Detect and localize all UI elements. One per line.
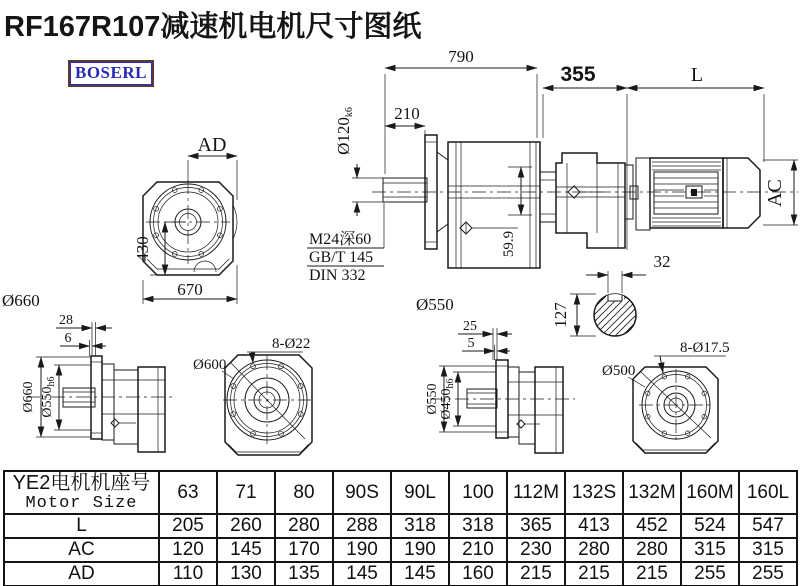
col-header: 160M [681, 471, 739, 514]
col-header: 160L [739, 471, 797, 514]
dim-bolt-circle: Ø500 [602, 363, 636, 379]
dim-ac: AC [764, 179, 786, 207]
table-cell: 215 [507, 562, 565, 586]
label-dia-550: Ø550 [416, 295, 454, 314]
front-flange-view [2, 134, 237, 310]
table-cell: 145 [391, 562, 449, 586]
note-gb: GB/T 145 [309, 249, 374, 266]
dim-spigot-dia: $Ø450_{h6}$ [439, 378, 456, 420]
brand-logo-text: BOSERL [75, 63, 147, 82]
row-label: L [4, 514, 159, 538]
dim-bolt-circle: Ø600 [193, 357, 227, 373]
table-cell: 215 [565, 562, 623, 586]
dim-l: L [690, 64, 704, 86]
table-cell: 145 [333, 562, 391, 586]
table-cell: 230 [507, 538, 565, 562]
table-row [4, 562, 797, 586]
shaft-section-hatch [574, 277, 662, 354]
table-cell: 524 [681, 514, 739, 538]
table-cell: 135 [275, 562, 333, 586]
dim-28: 28 [59, 313, 73, 328]
table-cell: 255 [739, 562, 797, 586]
table-cell: 452 [623, 514, 681, 538]
dim-ad: AD [197, 134, 227, 156]
table-cell: 160 [449, 562, 507, 586]
table-cell: 315 [739, 538, 797, 562]
table-header-row [4, 471, 797, 514]
dim-670: 670 [177, 280, 203, 299]
table-cell: 190 [333, 538, 391, 562]
label-dia-660: Ø660 [2, 291, 40, 310]
dim-430: 430 [133, 236, 152, 262]
table-row [4, 514, 797, 538]
row-label: AD [4, 562, 159, 586]
output-side-view [21, 313, 172, 452]
table-cell: 547 [739, 514, 797, 538]
dim-holes: 8-Ø17.5 [680, 340, 730, 356]
table-cell: 215 [623, 562, 681, 586]
dim-210: 210 [394, 104, 420, 123]
note-din: DIN 332 [309, 267, 366, 284]
table-cell: 288 [333, 514, 391, 538]
table-cell: 120 [159, 538, 217, 562]
table-cell: 190 [391, 538, 449, 562]
table-cell: 110 [159, 562, 217, 586]
table-cell: 205 [159, 514, 217, 538]
row-label: AC [4, 538, 159, 562]
dim-6: 6 [64, 331, 72, 346]
small-side-view [425, 319, 575, 453]
table-cell: 365 [507, 514, 565, 538]
dim-flange-dia: Ø660 [21, 381, 36, 413]
col-header: 63 [159, 471, 217, 514]
table-cell: 280 [623, 538, 681, 562]
table-cell: 145 [217, 538, 275, 562]
bolt-holes [154, 188, 223, 257]
col-header: 100 [449, 471, 507, 514]
dim-355: 355 [560, 63, 596, 86]
small-flange-view [602, 340, 730, 453]
dim-25: 25 [463, 319, 477, 334]
table-cell: 260 [217, 514, 275, 538]
dim-flange-dia: Ø550 [425, 383, 440, 415]
output-flange-view [193, 336, 312, 455]
dim-spigot-dia: $Ø550_{h6}$ [40, 376, 57, 418]
table-cell: 280 [565, 538, 623, 562]
table-cell: 280 [275, 514, 333, 538]
dim-key-width: 32 [653, 252, 671, 271]
dim-59-9: 59.9 [501, 230, 517, 258]
table-cell: 318 [449, 514, 507, 538]
col-header: 80 [275, 471, 333, 514]
table-cell: 130 [217, 562, 275, 586]
dim-790: 790 [448, 47, 474, 66]
dim-shaft-dia: Ø120k6 [334, 107, 355, 155]
table-row [4, 538, 797, 562]
main-side-view [307, 47, 798, 354]
table-cell: 255 [681, 562, 739, 586]
dim-holes: 8-Ø22 [272, 336, 311, 352]
header-en: Motor Size [25, 494, 138, 513]
col-header: 90S [333, 471, 391, 514]
page-title: RF167R107减速机电机尺寸图纸 [4, 11, 422, 43]
table-cell: 318 [391, 514, 449, 538]
table-cell: 413 [565, 514, 623, 538]
table-cell: 170 [275, 538, 333, 562]
note-tap: M24深60 [309, 231, 372, 248]
table-body [4, 514, 797, 586]
dim-5: 5 [467, 336, 475, 351]
table-header-motor-size [4, 471, 159, 514]
col-header: 132M [623, 471, 681, 514]
col-header: 132S [565, 471, 623, 514]
motor-size-table [3, 470, 798, 586]
header-cn: YE2电机机座号 [12, 472, 151, 494]
dim-key-dia: 127 [551, 302, 570, 328]
col-header: 112M [507, 471, 565, 514]
col-header: 90L [391, 471, 449, 514]
table-cell: 210 [449, 538, 507, 562]
table-cell: 315 [681, 538, 739, 562]
col-header: 71 [217, 471, 275, 514]
